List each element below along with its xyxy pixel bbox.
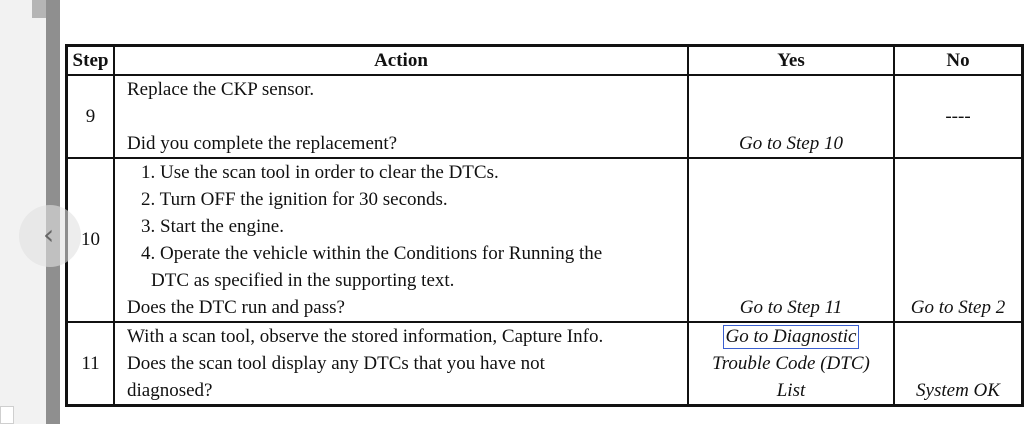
action-line: 1. Use the scan tool in order to clear the DTCs. (141, 162, 499, 183)
action-line: Replace the CKP sensor. (127, 79, 315, 100)
chevron-left-icon[interactable]: ‹ (43, 218, 55, 251)
action-line: 3. Start the engine. (141, 216, 284, 237)
header-no: No (894, 46, 1023, 76)
step-number: 9 (67, 75, 115, 158)
yes-cell: Go to Step 11 (688, 158, 894, 322)
action-line: DTC as specified in the supporting text. (151, 270, 455, 291)
scrollbar-thumb[interactable] (32, 0, 46, 18)
action-line: diagnosed? (127, 380, 213, 401)
header-step: Step (67, 46, 115, 76)
yes-cell (688, 322, 894, 406)
no-cell: System OK (894, 322, 1023, 406)
diagnostic-table (65, 44, 1024, 407)
action-line: With a scan tool, observe the stored information, Capture Info. (127, 326, 604, 347)
action-line: 4. Operate the vehicle within the Conditions for Running the (141, 243, 603, 264)
dtc-list-link[interactable]: Go to Diagnostic (723, 325, 860, 349)
table-row (67, 158, 1023, 322)
action-line: Did you complete the replacement? (127, 133, 398, 154)
action-cell (114, 322, 688, 406)
action-line (127, 103, 687, 130)
action-line: Does the DTC run and pass? (127, 297, 345, 318)
yes-line: List (776, 380, 806, 401)
header-action: Action (114, 46, 688, 76)
yes-cell: Go to Step 10 (688, 75, 894, 158)
no-cell: ---- (894, 75, 1023, 158)
action-cell (114, 158, 688, 322)
step-number: 11 (67, 322, 115, 406)
action-line: Does the scan tool display any DTCs that you have not (127, 353, 545, 374)
table-row (67, 322, 1023, 406)
corner-box (0, 406, 14, 424)
table-header-row (67, 46, 1023, 76)
header-yes: Yes (688, 46, 894, 76)
document-page (60, 0, 1034, 424)
no-cell: Go to Step 2 (894, 158, 1023, 322)
step-number: 10 (67, 158, 115, 322)
action-cell (114, 75, 688, 158)
table-row (67, 75, 1023, 158)
yes-line: Trouble Code (DTC) (712, 353, 870, 374)
action-line: 2. Turn OFF the ignition for 30 seconds. (141, 189, 448, 210)
